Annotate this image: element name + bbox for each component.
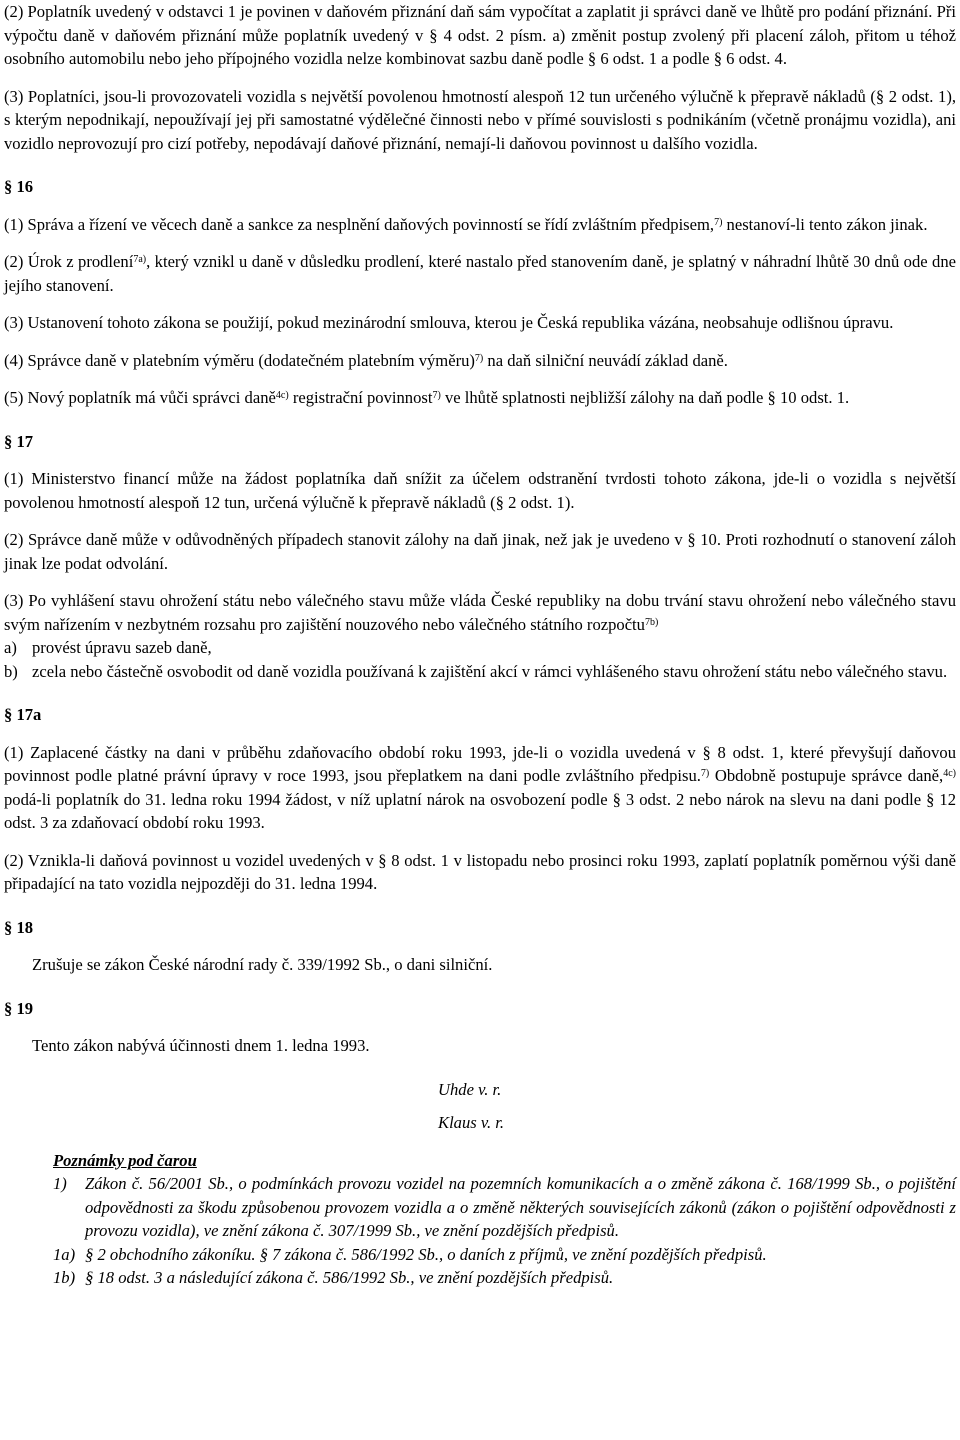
- section-17-paragraph-3: (3) Po vyhlášení stavu ohrožení státu nebo válečného stavu může vláda České republiky na dobu trvání stavu ohrožení nebo válečného stavu svým nařízením v nezbytném rozsahu pro zajištění nouzového nebo válečného státního rozpočtu$^{7b)}$: [4, 591, 956, 634]
- section-17-list: [4, 636, 956, 683]
- footnote-ref[interactable]: 7): [700, 768, 710, 779]
- list-item: [4, 660, 956, 684]
- section-16-paragraph-4: (4) Správce daně v platebním výměru (dodatečném platebním výměru)$^{7)}$ na daň silniční neuvádí základ daně.: [4, 350, 728, 370]
- list-marker: b): [4, 661, 18, 681]
- footnote-text[interactable]: § 2 obchodního zákoníku. § 7 zákona č. 586/1992 Sb., o daních z příjmů, ve znění pozdějších předpisů.: [85, 1244, 767, 1264]
- section-19-text: Tento zákon nabývá účinnosti dnem 1. ledna 1993.: [32, 1036, 370, 1055]
- footnote-ref[interactable]: 4c): [275, 390, 289, 401]
- section-18-heading: § 18: [4, 917, 34, 937]
- section-16-paragraph-5: (5) Nový poplatník má vůči správci daně$^{4c)}$ registrační povinnost$^{7)}$ ve lhůtě splatnosti nejbližší zálohy na daň podle § 10 odst. 1.: [4, 388, 850, 407]
- footnote-item: [4, 1172, 956, 1243]
- section-16-paragraph-3: (3) Ustanovení tohoto zákona se použijí, pokud mezinárodní smlouva, kterou je Česká republika vázána, neobsahuje odlišnou úpravu.: [4, 313, 894, 332]
- footnote-ref[interactable]: 7a): [133, 254, 147, 265]
- document-page: [4, 0, 956, 1290]
- footnote-marker: 1b): [53, 1268, 76, 1287]
- footnote-ref[interactable]: 7): [474, 352, 484, 364]
- footnote-ref[interactable]: 7): [432, 390, 441, 401]
- footnote-text[interactable]: § 18 odst. 3 a následující zákona č. 586/1992 Sb., ve znění pozdějších předpisů.: [85, 1268, 614, 1287]
- section-17a-heading: § 17a: [4, 705, 42, 724]
- footnotes-heading: Poznámky pod čarou: [53, 1150, 197, 1170]
- section-17-paragraph-2: (2) Správce daně může v odůvodněných případech stanovit zálohy na daň jinak, než jak je uvedeno v § 10. Proti rozhodnutí o stanovení záloh jinak lze podat odvolání.: [4, 530, 956, 573]
- footnote-item: [4, 1243, 956, 1267]
- section-18-text: Zrušuje se zákon České národní rady č. 339/1992 Sb., o dani silniční.: [32, 955, 493, 974]
- footnote-item: [4, 1266, 956, 1290]
- signature-klaus: Klaus v. r.: [438, 1113, 505, 1132]
- list-text: provést úpravu sazeb daně,: [32, 638, 212, 657]
- section-17a-paragraph-1: (1) Zaplacené částky na dani v průběhu zdaňovacího období roku 1993, jde-li o vozidla uvedená v § 8 odst. 1, které převyšují daňovou povinnost podle platné právní úpravy v roce 1993, jsou přeplatkem na dani podle zvláštního předpisu.$^{7)}$ Obdobně postupuje správce daně,$^{4c)}$ podá-li poplatník do 31. ledna roku 1994 žádost, v níž uplatní nárok na osvobození podle § 3 odst. 2 nebo nárok na slevu na dani podle § 12 odst. 3 za zdaňovací období roku 1993.: [4, 742, 956, 832]
- section-17a-paragraph-2: (2) Vznikla-li daňová povinnost u vozidel uvedených v § 8 odst. 1 v listopadu nebo prosinci roku 1993, zaplatí poplatník poměrnou výši daně připadající na tato vozidla nejpozději do 31. ledna 1994.: [4, 850, 956, 893]
- section-17-heading: § 17: [4, 431, 34, 451]
- section-16-paragraph-1: (1) Správa a řízení ve věcech daně a sankce za nesplnění daňových povinností se řídí zvláštním předpisem,$^{7)}$ nestanoví-li tento zákon jinak.: [4, 214, 928, 234]
- footnote-marker: 1): [53, 1174, 67, 1193]
- section-16-heading: § 16: [4, 177, 34, 196]
- section-19-heading: § 19: [4, 998, 34, 1018]
- footnote-marker: 1a): [53, 1244, 76, 1264]
- list-item: [4, 636, 956, 660]
- footnote-ref[interactable]: 7b): [644, 616, 659, 628]
- footnote-text[interactable]: Zákon č. 56/2001 Sb., o podmínkách provozu vozidel na pozemních komunikacích a o změně zákona č. 168/1999 Sb., o pojištění odpovědnosti za škodu způsobenou provozem vozidla a o změně některých souvisejících zákonů (zákon o pojištění odpovědnosti z provozu vozidla), ve znění zákona č. 307/1999 Sb., ve znění pozdějších předpisů.: [85, 1174, 956, 1240]
- footnote-ref[interactable]: 7): [714, 216, 723, 228]
- section-17-paragraph-1: (1) Ministerstvo financí může na žádost poplatníka daň snížit za účelem odstranění tvrdosti tohoto zákona, jde-li o vozidla s největší povolenou hmotností alespoň 12 tun, určená výlučně k přepravě nákladů (§ 2 odst. 1).: [4, 469, 956, 512]
- section-15-paragraph-2: (2) Poplatník uvedený v odstavci 1 je povinen v daňovém přiznání daň sám vypočítat a zaplatit ji správci daně ve lhůtě pro podání přiznání. Při výpočtu daně v daňovém přiznání může poplatník uvedený v § 4 odst. 2 písm. a) změnit postup zvolený při placení záloh, přitom u téhož osobního automobilu nebo jeho přípojného vozidla nelze kombinovat sazbu daně podle § 6 odst. 1 a podle § 6 odst. 4.: [4, 2, 956, 68]
- list-text: zcela nebo částečně osvobodit od daně vozidla používaná k zajištění akcí v rámci vyhlášeného stavu ohrožení státu nebo válečného stavu.: [32, 661, 948, 681]
- section-16-paragraph-2: (2) Úrok z prodlení$^{7a)}$, který vznikl u daně v důsledku prodlení, které nastalo před stanovením daně, je splatný v náhradní lhůtě 30 dnů ode dne jejího stanovení.: [4, 252, 957, 295]
- signature-uhde: Uhde v. r.: [438, 1079, 502, 1099]
- list-marker: a): [4, 638, 17, 657]
- section-15-paragraph-3: (3) Poplatníci, jsou-li provozovateli vozidla s největší povolenou hmotností alespoň 12 tun určeného výlučně k přepravě nákladů (§ 2 odst. 1), s kterým nepodnikají, nepoužívají jej při samostatné výdělečné činnosti nebo v přímé souvislosti s podnikáním (včetně pronájmu vozidla), ani vozidlo neprovozují pro cizí potřeby, nepodávají daňové přiznání, nemají-li daňovou povinnost u dalšího vozidla.: [4, 86, 956, 153]
- footnote-ref[interactable]: 4c): [943, 768, 956, 779]
